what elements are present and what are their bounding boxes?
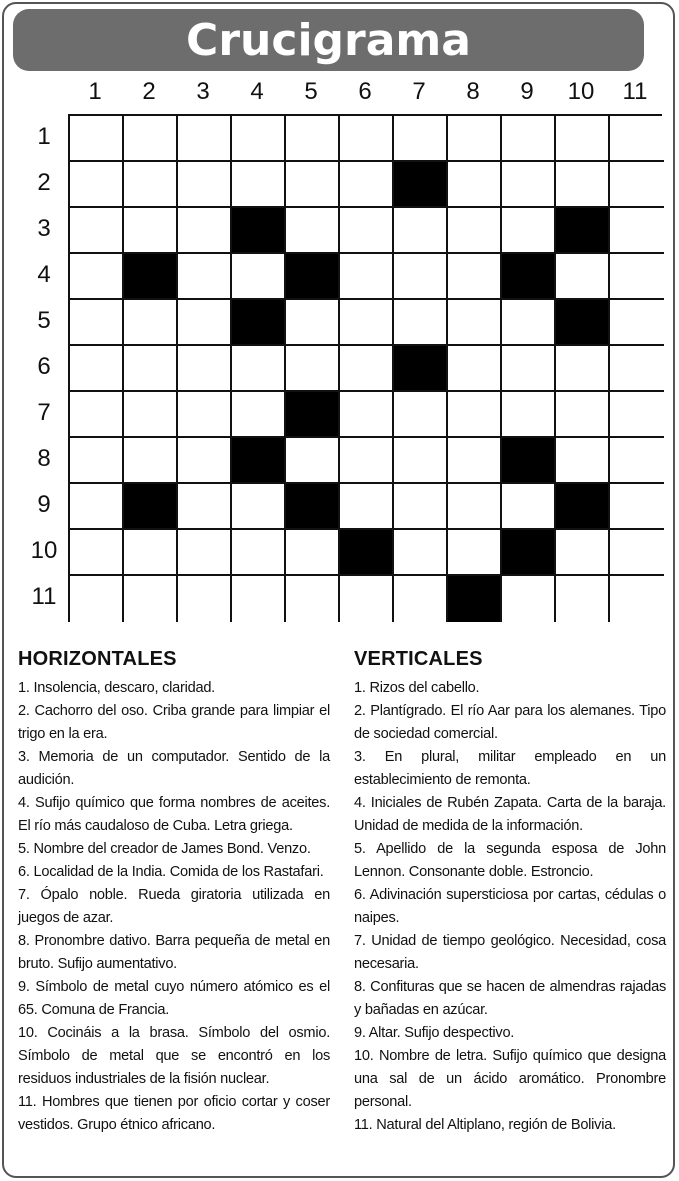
answer-cell[interactable] <box>448 254 502 300</box>
column-number: 1 <box>88 78 102 105</box>
answer-cell[interactable] <box>502 484 556 530</box>
clue-item: 6. Adivinación supersticiosa por cartas, cédulas o naipes. <box>354 887 666 926</box>
answer-cell[interactable] <box>232 346 286 392</box>
black-cell <box>556 208 610 254</box>
column-number: 6 <box>358 78 372 105</box>
answer-cell[interactable] <box>232 254 286 300</box>
answer-cell[interactable] <box>232 576 286 622</box>
black-cell <box>502 254 556 300</box>
answer-cell[interactable] <box>448 392 502 438</box>
answer-cell[interactable] <box>556 254 610 300</box>
answer-cell[interactable] <box>340 254 394 300</box>
row-number: 7 <box>37 399 51 426</box>
answer-cell[interactable] <box>232 162 286 208</box>
answer-cell[interactable] <box>394 530 448 576</box>
answer-cell[interactable] <box>502 576 556 622</box>
crossword-grid <box>68 114 662 622</box>
answer-cell[interactable] <box>70 530 124 576</box>
answer-cell[interactable] <box>502 392 556 438</box>
answer-cell[interactable] <box>340 392 394 438</box>
answer-cell[interactable] <box>556 116 610 162</box>
clue-item: 5. Nombre del creador de James Bond. Venzo. <box>18 841 311 857</box>
answer-cell[interactable] <box>70 484 124 530</box>
column-number: 11 <box>622 78 648 105</box>
answer-cell[interactable] <box>340 484 394 530</box>
clue-item: 7. Unidad de tiempo geológico. Necesidad, cosa necesaria. <box>354 933 666 972</box>
answer-cell[interactable] <box>178 116 232 162</box>
black-cell <box>286 392 340 438</box>
row-number: 11 <box>31 583 57 610</box>
answer-cell[interactable] <box>178 346 232 392</box>
column-number: 7 <box>412 78 426 105</box>
clue-item: 3. Memoria de un computador. Sentido de la audición. <box>18 749 330 788</box>
horizontal-clues-panel <box>18 648 330 1137</box>
answer-cell[interactable] <box>286 208 340 254</box>
answer-cell[interactable] <box>448 438 502 484</box>
row-number: 1 <box>37 123 51 150</box>
black-cell <box>124 254 178 300</box>
answer-cell[interactable] <box>70 162 124 208</box>
answer-cell[interactable] <box>340 208 394 254</box>
clue-item: 8. Confituras que se hacen de almendras rajadas y bañadas en azúcar. <box>354 979 666 1018</box>
clue-item: 6. Localidad de la India. Comida de los Rastafari. <box>18 864 324 880</box>
answer-cell[interactable] <box>124 300 178 346</box>
column-numbers <box>68 78 662 108</box>
answer-cell[interactable] <box>286 300 340 346</box>
black-cell <box>124 484 178 530</box>
horizontal-clues-heading: HORIZONTALES <box>18 648 177 670</box>
answer-cell[interactable] <box>178 530 232 576</box>
answer-cell[interactable] <box>286 576 340 622</box>
clue-item: 5. Apellido de la segunda esposa de John Lennon. Consonante doble. Estroncio. <box>354 841 666 880</box>
black-cell <box>340 530 394 576</box>
answer-cell[interactable] <box>394 392 448 438</box>
answer-cell[interactable] <box>394 254 448 300</box>
answer-cell[interactable] <box>178 484 232 530</box>
answer-cell[interactable] <box>610 530 664 576</box>
row-number: 4 <box>37 261 51 288</box>
answer-cell[interactable] <box>124 346 178 392</box>
answer-cell[interactable] <box>340 116 394 162</box>
answer-cell[interactable] <box>394 300 448 346</box>
clue-item: 9. Símbolo de metal cuyo número atómico es el 65. Comuna de Francia. <box>18 979 330 1018</box>
column-number: 5 <box>304 78 318 105</box>
answer-cell[interactable] <box>502 116 556 162</box>
answer-cell[interactable] <box>610 254 664 300</box>
column-number: 9 <box>520 78 534 105</box>
answer-cell[interactable] <box>556 392 610 438</box>
answer-cell[interactable] <box>340 346 394 392</box>
black-cell <box>232 438 286 484</box>
answer-cell[interactable] <box>70 392 124 438</box>
black-cell <box>286 254 340 300</box>
answer-cell[interactable] <box>394 208 448 254</box>
answer-cell[interactable] <box>394 438 448 484</box>
answer-cell[interactable] <box>124 438 178 484</box>
answer-cell[interactable] <box>556 346 610 392</box>
answer-cell[interactable] <box>124 116 178 162</box>
answer-cell[interactable] <box>502 346 556 392</box>
vertical-clues-panel <box>354 648 666 1137</box>
row-numbers <box>22 114 66 622</box>
answer-cell[interactable] <box>448 530 502 576</box>
answer-cell[interactable] <box>178 162 232 208</box>
answer-cell[interactable] <box>124 208 178 254</box>
column-number: 10 <box>567 78 595 105</box>
answer-cell[interactable] <box>610 392 664 438</box>
row-number: 3 <box>37 215 51 242</box>
answer-cell[interactable] <box>286 346 340 392</box>
answer-cell[interactable] <box>232 530 286 576</box>
answer-cell[interactable] <box>394 484 448 530</box>
clue-item: 1. Insolencia, descaro, claridad. <box>18 680 215 696</box>
answer-cell[interactable] <box>610 208 664 254</box>
answer-cell[interactable] <box>502 162 556 208</box>
answer-cell[interactable] <box>556 438 610 484</box>
black-cell <box>556 484 610 530</box>
answer-cell[interactable] <box>70 300 124 346</box>
answer-cell[interactable] <box>178 438 232 484</box>
answer-cell[interactable] <box>340 300 394 346</box>
answer-cell[interactable] <box>178 300 232 346</box>
black-cell <box>394 346 448 392</box>
row-number: 8 <box>37 445 51 472</box>
horizontal-clues-list <box>18 677 330 1137</box>
answer-cell[interactable] <box>124 162 178 208</box>
column-number: 8 <box>466 78 480 105</box>
answer-cell[interactable] <box>286 162 340 208</box>
row-number: 10 <box>30 537 58 564</box>
clue-item: 7. Ópalo noble. Rueda giratoria utilizada en juegos de azar. <box>18 887 330 926</box>
row-number: 5 <box>37 307 51 334</box>
clue-item: 10. Nombre de letra. Sufijo químico que designa una sal de un ácido aromático. Pronombre personal. <box>354 1048 666 1110</box>
black-cell <box>232 300 286 346</box>
answer-cell[interactable] <box>232 484 286 530</box>
answer-cell[interactable] <box>448 116 502 162</box>
answer-cell[interactable] <box>70 346 124 392</box>
answer-cell[interactable] <box>286 438 340 484</box>
clue-item: 8. Pronombre dativo. Barra pequeña de metal en bruto. Sufijo aumentativo. <box>18 933 330 972</box>
answer-cell[interactable] <box>340 438 394 484</box>
black-cell <box>232 208 286 254</box>
answer-cell[interactable] <box>124 530 178 576</box>
answer-cell[interactable] <box>610 576 664 622</box>
clue-item: 11. Natural del Altiplano, región de Bolivia. <box>354 1117 616 1133</box>
answer-cell[interactable] <box>394 576 448 622</box>
answer-cell[interactable] <box>286 116 340 162</box>
answer-cell[interactable] <box>502 300 556 346</box>
title-banner <box>13 9 644 71</box>
answer-cell[interactable] <box>178 254 232 300</box>
answer-cell[interactable] <box>70 116 124 162</box>
clue-item: 3. En plural, militar empleado en un establecimiento de remonta. <box>354 749 666 788</box>
clue-item: 10. Cocináis a la brasa. Símbolo del osmio. Símbolo de metal que se encontró en los residuos industriales de la fisión nuclear. <box>18 1025 330 1087</box>
answer-cell[interactable] <box>124 576 178 622</box>
clue-item: 1. Rizos del cabello. <box>354 680 480 696</box>
clue-item: 2. Cachorro del oso. Criba grande para limpiar el trigo en la era. <box>18 703 330 742</box>
answer-cell[interactable] <box>448 300 502 346</box>
column-number: 4 <box>250 78 264 105</box>
column-number: 3 <box>196 78 210 105</box>
answer-cell[interactable] <box>70 438 124 484</box>
black-cell <box>556 300 610 346</box>
black-cell <box>286 484 340 530</box>
answer-cell[interactable] <box>178 576 232 622</box>
answer-cell[interactable] <box>448 484 502 530</box>
answer-cell[interactable] <box>178 392 232 438</box>
answer-cell[interactable] <box>610 438 664 484</box>
answer-cell[interactable] <box>556 530 610 576</box>
clue-item: 4. Iniciales de Rubén Zapata. Carta de la baraja. Unidad de medida de la información. <box>354 795 666 834</box>
answer-cell[interactable] <box>610 484 664 530</box>
answer-cell[interactable] <box>394 116 448 162</box>
column-number: 2 <box>142 78 156 105</box>
black-cell <box>502 530 556 576</box>
row-number: 9 <box>37 491 51 518</box>
answer-cell[interactable] <box>556 576 610 622</box>
page-title: Crucigrama <box>186 14 471 66</box>
clue-item: 9. Altar. Sufijo despectivo. <box>354 1025 515 1041</box>
answer-cell[interactable] <box>340 162 394 208</box>
answer-cell[interactable] <box>610 116 664 162</box>
black-cell <box>394 162 448 208</box>
answer-cell[interactable] <box>232 392 286 438</box>
clue-item: 2. Plantígrado. El río Aar para los alemanes. Tipo de sociedad comercial. <box>354 703 666 742</box>
vertical-clues-list <box>354 677 666 1137</box>
clue-item: 4. Sufijo químico que forma nombres de aceites. El río más caudaloso de Cuba. Letra griega. <box>18 795 330 834</box>
answer-cell[interactable] <box>448 208 502 254</box>
answer-cell[interactable] <box>448 162 502 208</box>
black-cell <box>448 576 502 622</box>
vertical-clues-heading: VERTICALES <box>354 648 483 670</box>
row-number: 2 <box>37 169 51 196</box>
answer-cell[interactable] <box>70 208 124 254</box>
answer-cell[interactable] <box>340 576 394 622</box>
answer-cell[interactable] <box>610 300 664 346</box>
answer-cell[interactable] <box>448 346 502 392</box>
answer-cell[interactable] <box>610 162 664 208</box>
black-cell <box>502 438 556 484</box>
answer-cell[interactable] <box>286 530 340 576</box>
answer-cell[interactable] <box>556 162 610 208</box>
answer-cell[interactable] <box>178 208 232 254</box>
clue-item: 11. Hombres que tienen por oficio cortar y coser vestidos. Grupo étnico africano. <box>18 1094 330 1133</box>
answer-cell[interactable] <box>232 116 286 162</box>
answer-cell[interactable] <box>502 208 556 254</box>
answer-cell[interactable] <box>70 576 124 622</box>
answer-cell[interactable] <box>610 346 664 392</box>
row-number: 6 <box>37 353 51 380</box>
answer-cell[interactable] <box>124 392 178 438</box>
answer-cell[interactable] <box>70 254 124 300</box>
